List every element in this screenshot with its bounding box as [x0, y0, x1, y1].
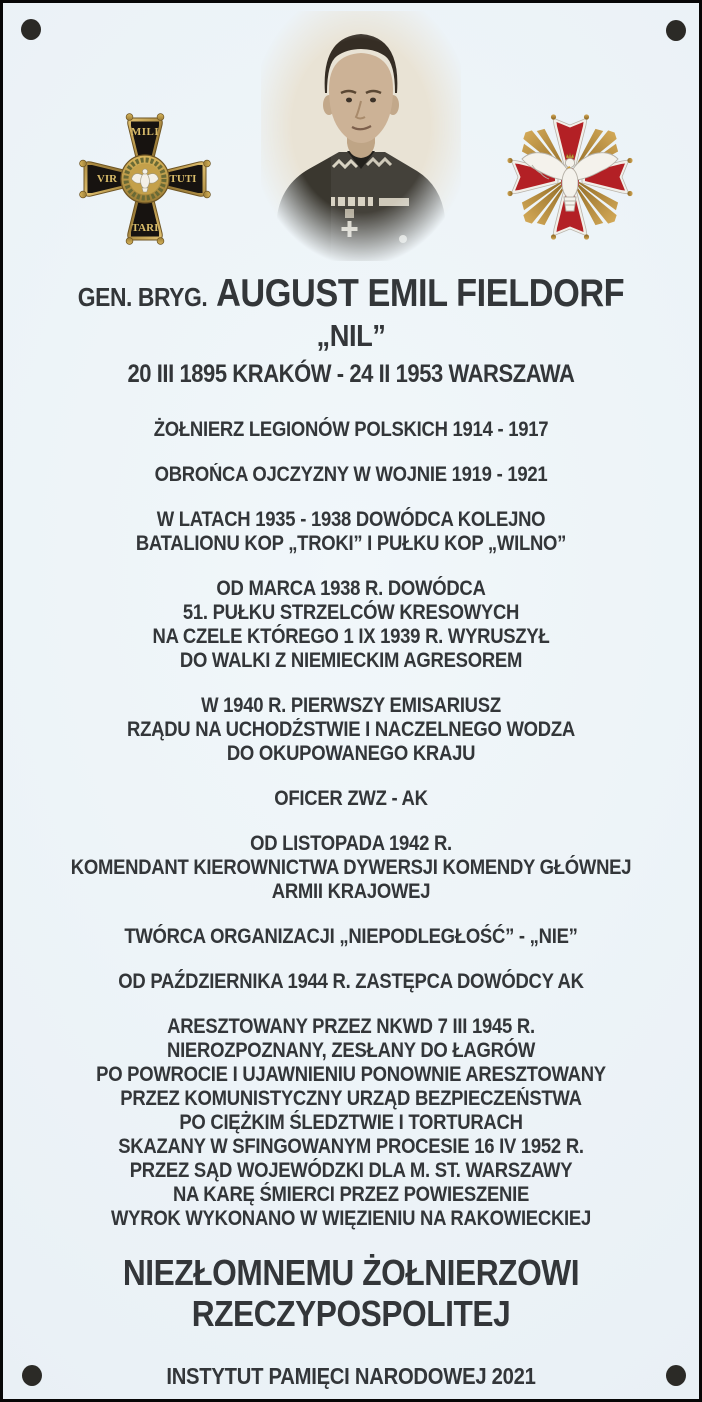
- bolt-bottom-left: [22, 1365, 42, 1386]
- bio-paragraph: [3, 463, 699, 487]
- rank-label: GEN. BRYG.: [77, 282, 208, 312]
- life-dates: 20 III 1895 KRAKÓW - 24 II 1953 WARSZAWA: [127, 360, 575, 388]
- dedication-line: NIEZŁOMNEMU ŻOŁNIERZOWI: [122, 1252, 580, 1293]
- bio-line: PRZEZ KOMUNISTYCZNY URZĄD BEZPIECZEŃSTWA: [120, 1087, 582, 1110]
- svg-text:VIR: VIR: [96, 173, 118, 185]
- bio-paragraph: [3, 694, 699, 766]
- cross-center-medallion: [121, 155, 169, 203]
- portrait-photo: [261, 11, 461, 261]
- footer-institution: INSTYTUT PAMIĘCI NARODOWEJ 2021: [166, 1363, 536, 1389]
- bio-line: ŻOŁNIERZ LEGIONÓW POLSKICH 1914 - 1917: [153, 418, 549, 441]
- dedication: [3, 1252, 699, 1334]
- emblems-row: [3, 3, 699, 261]
- bio-line: NIEROZPOZNANY, ZESŁANY DO ŁAGRÓW: [166, 1039, 536, 1062]
- bio-line: OBROŃCA OJCZYZNY W WOJNIE 1919 - 1921: [154, 463, 548, 486]
- bio-paragraph: [3, 970, 699, 994]
- bio-line: RZĄDU NA UCHODŹSTWIE I NACZELNEGO WODZA: [127, 718, 575, 741]
- bio-line: DO WALKI Z NIEMIECKIM AGRESOREM: [179, 649, 523, 672]
- bio-line: WYROK WYKONANO W WIĘZIENIU NA RAKOWIECKIEJ: [110, 1207, 591, 1230]
- svg-text:MILI: MILI: [130, 126, 160, 138]
- bio-paragraph: [3, 508, 699, 556]
- bio-paragraph: [3, 787, 699, 811]
- dedication-line: RZECZYPOSPOLITEJ: [191, 1293, 511, 1334]
- bio-line: NA CZELE KTÓREGO 1 IX 1939 R. WYRUSZYŁ: [152, 625, 550, 648]
- pseudonym: „NIL”: [316, 318, 386, 353]
- biography-section: [3, 418, 699, 1231]
- order-of-white-eagle-star-icon: [501, 107, 639, 247]
- bio-line: KOMENDANT KIEROWNICTWA DYWERSJI KOMENDY GŁÓWNEJ: [70, 856, 632, 879]
- title-line: [45, 273, 657, 318]
- virtuti-militari-cross-icon: [79, 109, 211, 249]
- bio-line: ARMII KRAJOWEJ: [271, 880, 431, 903]
- bio-paragraph: [3, 418, 699, 442]
- bio-line: TWÓRCA ORGANIZACJI „NIEPODLEGŁOŚĆ” - „NIE”: [124, 925, 578, 948]
- bio-line: NA KARĘ ŚMIERCI PRZEZ POWIESZENIE: [172, 1183, 530, 1206]
- bio-paragraph: [3, 1015, 699, 1231]
- bio-line: SKAZANY W SFINGOWANYM PROCESIE 16 IV 1952 R.: [118, 1135, 584, 1158]
- bio-line: OD PAŹDZIERNIKA 1944 R. ZASTĘPCA DOWÓDCY AK: [118, 970, 584, 993]
- svg-text:TUTI: TUTI: [169, 173, 197, 185]
- bio-line: OD LISTOPADA 1942 R.: [250, 832, 452, 855]
- full-name: AUGUST EMIL FIELDORF: [216, 272, 625, 315]
- bio-line: OD MARCA 1938 R. DOWÓDCA: [216, 577, 486, 600]
- bolt-bottom-right: [666, 1365, 686, 1386]
- bio-paragraph: [3, 832, 699, 904]
- bio-line: 51. PUŁKU STRZELCÓW KRESOWYCH: [182, 601, 520, 624]
- bio-paragraph: [3, 925, 699, 949]
- bio-line: ARESZTOWANY PRZEZ NKWD 7 III 1945 R.: [167, 1015, 535, 1038]
- bio-line: OFICER ZWZ - AK: [274, 787, 428, 810]
- bio-line: W LATACH 1935 - 1938 DOWÓDCA KOLEJNO: [156, 508, 546, 531]
- bio-line: BATALIONU KOP „TROKI” I PUŁKU KOP „WILNO”: [135, 532, 567, 555]
- bio-line: PO CIĘŻKIM ŚLEDZTWIE I TORTURACH: [179, 1111, 523, 1134]
- bio-line: PRZEZ SĄD WOJEWÓDZKI DLA M. ST. WARSZAWY: [129, 1159, 573, 1182]
- bio-line: W 1940 R. PIERWSZY EMISARIUSZ: [201, 694, 501, 717]
- bio-paragraph: [3, 577, 699, 673]
- bio-line: PO POWROCIE I UJAWNIENIU PONOWNIE ARESZTOWANY: [96, 1063, 606, 1086]
- svg-text:TARI: TARI: [131, 222, 159, 234]
- bio-line: DO OKUPOWANEGO KRAJU: [226, 742, 476, 765]
